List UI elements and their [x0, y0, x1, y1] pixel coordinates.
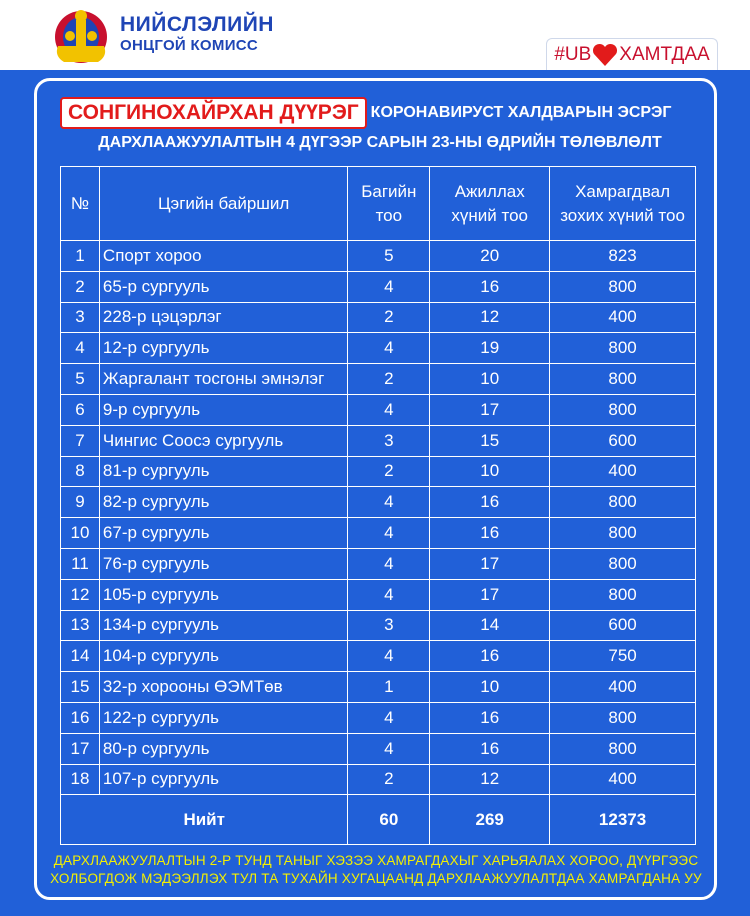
cell-no: 17 — [61, 733, 100, 764]
hashtag-suffix: ХАМТДАА — [619, 43, 710, 65]
cell-location: Чингис Соосэ сургууль — [99, 425, 347, 456]
cell-no: 4 — [61, 333, 100, 364]
cell-staff: 19 — [430, 333, 550, 364]
commission-name — [120, 14, 274, 56]
header-covered-line1: Хамрагдвал — [575, 181, 671, 201]
cell-staff: 10 — [430, 456, 550, 487]
table-row — [61, 364, 696, 395]
cell-no: 10 — [61, 518, 100, 549]
cell-teams: 4 — [348, 548, 430, 579]
emblem-icon — [50, 6, 112, 66]
cell-covered: 750 — [550, 641, 696, 672]
table-row — [61, 764, 696, 795]
cell-staff: 16 — [430, 518, 550, 549]
cell-covered: 800 — [550, 579, 696, 610]
table-row — [61, 333, 696, 364]
cell-covered: 800 — [550, 333, 696, 364]
cell-no: 13 — [61, 610, 100, 641]
table-row — [61, 271, 696, 302]
cell-covered: 800 — [550, 518, 696, 549]
cell-teams: 5 — [348, 241, 430, 272]
cell-location: 122-р сургууль — [99, 702, 347, 733]
table-header-row — [61, 167, 696, 241]
table-row — [61, 641, 696, 672]
cell-staff: 17 — [430, 394, 550, 425]
cell-location: 12-р сургууль — [99, 333, 347, 364]
cell-no: 12 — [61, 579, 100, 610]
cell-covered: 400 — [550, 302, 696, 333]
total-label: Нийт — [61, 795, 348, 845]
cell-location: 228-р цэцэрлэг — [99, 302, 347, 333]
cell-no: 5 — [61, 364, 100, 395]
cell-location: 134-р сургууль — [99, 610, 347, 641]
cell-no: 11 — [61, 548, 100, 579]
cell-staff: 16 — [430, 487, 550, 518]
cell-teams: 3 — [348, 425, 430, 456]
table-row — [61, 302, 696, 333]
cell-location: 32-р хорооны ӨЭМТөв — [99, 672, 347, 703]
cell-no: 6 — [61, 394, 100, 425]
cell-staff: 16 — [430, 733, 550, 764]
cell-teams: 2 — [348, 764, 430, 795]
cell-no: 9 — [61, 487, 100, 518]
title-line1-rest: КОРОНАВИРУСТ ХАЛДВАРЫН ЭСРЭГ — [370, 104, 672, 121]
footer-line2: ХОЛБОГДОЖ МЭДЭЭЛЛЭХ ТУЛ ТА ТУХАЙН ХУГАЦААНД ДАРХЛААЖУУЛАЛТДАА ХАМРАГДАНА УУ — [50, 871, 702, 886]
total-covered: 12373 — [550, 795, 696, 845]
table-row — [61, 394, 696, 425]
total-row — [61, 795, 696, 845]
cell-location: 104-р сургууль — [99, 641, 347, 672]
header-staff — [430, 167, 550, 241]
cell-teams: 4 — [348, 641, 430, 672]
table-row — [61, 672, 696, 703]
cell-no: 8 — [61, 456, 100, 487]
cell-no: 16 — [61, 702, 100, 733]
cell-covered: 600 — [550, 425, 696, 456]
schedule-table — [60, 166, 696, 845]
cell-teams: 4 — [348, 702, 430, 733]
table-row — [61, 702, 696, 733]
cell-location: 67-р сургууль — [99, 518, 347, 549]
cell-no: 3 — [61, 302, 100, 333]
table-row — [61, 518, 696, 549]
table-row — [61, 241, 696, 272]
cell-staff: 10 — [430, 672, 550, 703]
total-teams: 60 — [348, 795, 430, 845]
cell-teams: 4 — [348, 271, 430, 302]
header-covered — [550, 167, 696, 241]
footer-notice — [40, 852, 712, 888]
table-row — [61, 579, 696, 610]
cell-location: 76-р сургууль — [99, 548, 347, 579]
cell-teams: 3 — [348, 610, 430, 641]
org-name-line1: НИЙСЛЭЛИЙН — [120, 13, 274, 36]
cell-location: Спорт хороо — [99, 241, 347, 272]
cell-staff: 12 — [430, 302, 550, 333]
cell-teams: 4 — [348, 333, 430, 364]
table-row — [61, 425, 696, 456]
header-bar — [0, 0, 750, 70]
cell-teams: 2 — [348, 364, 430, 395]
total-staff: 269 — [430, 795, 550, 845]
cell-covered: 400 — [550, 456, 696, 487]
cell-staff: 10 — [430, 364, 550, 395]
cell-staff: 14 — [430, 610, 550, 641]
cell-staff: 16 — [430, 271, 550, 302]
cell-covered: 800 — [550, 364, 696, 395]
cell-teams: 1 — [348, 672, 430, 703]
cell-no: 1 — [61, 241, 100, 272]
cell-location: Жаргалант тосгоны эмнэлэг — [99, 364, 347, 395]
cell-staff: 15 — [430, 425, 550, 456]
cell-covered: 800 — [550, 733, 696, 764]
table-row — [61, 456, 696, 487]
cell-teams: 4 — [348, 487, 430, 518]
header-teams-line1: Багийн — [361, 181, 417, 201]
footer-line1: ДАРХЛААЖУУЛАЛТЫН 2-Р ТУНД ТАНЫГ ХЭЗЭЭ ХАМРАГДАХЫГ ХАРЬЯАЛАХ ХОРОО, ДҮҮРГЭЭС — [53, 853, 699, 868]
cell-covered: 400 — [550, 764, 696, 795]
header-teams-line2: тоо — [375, 205, 403, 225]
header-covered-line2: зохих хүний тоо — [560, 205, 685, 225]
cell-covered: 800 — [550, 487, 696, 518]
hashtag-badge — [546, 38, 718, 70]
cell-location: 105-р сургууль — [99, 579, 347, 610]
table-row — [61, 548, 696, 579]
table-row — [61, 487, 696, 518]
cell-staff: 17 — [430, 548, 550, 579]
cell-no: 18 — [61, 764, 100, 795]
cell-staff: 17 — [430, 579, 550, 610]
title-line2: ДАРХЛААЖУУЛАЛТЫН 4 ДҮГЭЭР САРЫН 23-НЫ ӨДРИЙН ТӨЛӨВЛӨЛТ — [98, 134, 662, 151]
header-staff-line1: Ажиллах — [454, 181, 525, 201]
cell-covered: 600 — [550, 610, 696, 641]
header-staff-line2: хүний тоо — [451, 205, 529, 225]
cell-staff: 16 — [430, 702, 550, 733]
cell-staff: 12 — [430, 764, 550, 795]
cell-location: 80-р сургууль — [99, 733, 347, 764]
cell-teams: 4 — [348, 733, 430, 764]
cell-covered: 800 — [550, 548, 696, 579]
cell-location: 9-р сургууль — [99, 394, 347, 425]
cell-teams: 2 — [348, 456, 430, 487]
cell-teams: 4 — [348, 579, 430, 610]
district-name: СОНГИНОХАЙРХАН ДҮҮРЭГ — [60, 97, 367, 129]
cell-covered: 800 — [550, 702, 696, 733]
cell-teams: 4 — [348, 394, 430, 425]
cell-no: 7 — [61, 425, 100, 456]
header-teams — [348, 167, 430, 241]
header-no: № — [61, 167, 100, 241]
cell-no: 2 — [61, 271, 100, 302]
heart-icon — [592, 43, 618, 67]
cell-no: 14 — [61, 641, 100, 672]
table-row — [61, 733, 696, 764]
cell-teams: 4 — [348, 518, 430, 549]
cell-staff: 20 — [430, 241, 550, 272]
cell-covered: 800 — [550, 271, 696, 302]
org-name-line2: ОНЦГОЙ КОМИСС — [120, 37, 259, 54]
cell-covered: 823 — [550, 241, 696, 272]
title-line1 — [60, 96, 700, 130]
cell-staff: 16 — [430, 641, 550, 672]
cell-location: 65-р сургууль — [99, 271, 347, 302]
cell-location: 82-р сургууль — [99, 487, 347, 518]
cell-location: 107-р сургууль — [99, 764, 347, 795]
cell-no: 15 — [61, 672, 100, 703]
hashtag-prefix: #UB — [554, 43, 592, 65]
cell-covered: 400 — [550, 672, 696, 703]
cell-covered: 800 — [550, 394, 696, 425]
header-location: Цэгийн байршил — [99, 167, 347, 241]
cell-teams: 2 — [348, 302, 430, 333]
cell-location: 81-р сургууль — [99, 456, 347, 487]
table-row — [61, 610, 696, 641]
